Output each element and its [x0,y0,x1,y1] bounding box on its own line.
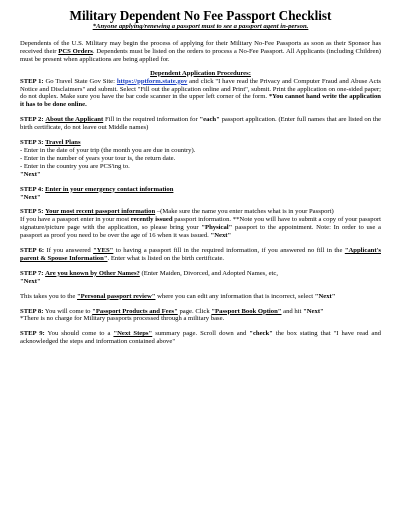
step-3-line: - Enter in the date of your trip (the month you are due in country). [20,146,196,154]
next-label: "Next" [314,292,336,300]
step-3-line: - Enter in the country you are PCS'ing to. [20,162,130,170]
next-label: "Next" [303,307,324,315]
review-paragraph: This takes you to the "Personal passport review" where you can edit any information that is incorrect, select "Next" [20,292,336,300]
page-title: Military Dependent No Fee Passport Checklist [69,8,332,23]
travel-state-gov-link[interactable]: https://pptform.state.gov [116,77,188,85]
handwrite-warning: *You cannot hand write the application it has to be done online. [20,93,381,109]
step-9: STEP 9: You should come to a "Next Steps" summary page. Scroll down and "check" the box stating that "I have read and acknowledged the steps and information contained above" [20,330,381,346]
step-7-heading: Are you known by Other Names? [45,269,140,277]
step-5: STEP 5: Your most recent passport information –(Make sure the name you enter matches what is in your Passport) If you have a passport enter in your most recently issued passport information. **Note you will have to submit a copy of your passport signature/picture page with the application, so please bring your "Physical" passport to the appointment. Note: In order to use a passport as proof you need to be over the age of 16 when it was issued. "Next" [20,208,382,240]
step-4: STEP 4: Enter in your emergency contact information "Next" [20,186,381,202]
step-3-line: - Enter in the number of years your tour is, the return date. [20,154,176,162]
next-label: "Next" [20,170,41,178]
step-6-heading: "Applicant's parent & Spouse Information" [20,247,381,262]
step-1: STEP 1: Go Travel State Gov Site: https://pptform.state.gov and click "I have read the Privacy and Computer Fraud and Abuse Acts Notice and Disclaimers" and submit. Select "Fill out the application online and Print", submit. Print the application on one-sided paper; do not duplex. Make sure you have the bar code scanner in the upper left corner of the form. *You cannot hand write the application it has to be done online. [20,77,381,109]
procedures-heading: Dependent Application Procedures: [150,69,251,77]
review-heading: "Personal passport review" [77,292,156,300]
step-5-heading: Your most recent passport information [45,208,156,216]
next-label: "Next" [210,232,232,240]
step-2-heading: About the Applicant [45,116,104,124]
step-8: STEP 8: You will come to "Passport Products and Fees" page. Click "Passport Book Option" and hit "Next" *There is no charge for Military passports processed through a military base. [20,308,381,324]
step-8-heading: "Passport Products and Fees" [92,307,178,315]
intro-paragraph: Dependents of the U.S. Military may begin the process of applying for their Military No-Fee Passports as soon as their Sponsor has received their PCS Orders. Dependents must be listed on the orders to process a No-Fee Passport. All Applicants (including Children) must be present when applications are being applied for. [20,40,381,63]
step-2: STEP 2: About the Applicant Fill in the required information for "each" passport application. (Enter full names that are listed on the birth certificate, do not leave out Middle names) [20,116,381,132]
pcs-orders-term: PCS Orders [58,47,93,55]
step-9-heading: "Next Steps" [113,330,153,338]
next-label: "Next" [20,277,41,285]
step-6: STEP 6: If you answered "YES" to having a passport fill in the required information, if you answered no fill in the "Applicant's parent & Spouse Information". Enter what is listed on the birth certificate. [20,247,381,262]
page-subtitle: *Anyone applying/renewing a passport must to see a passport agent in-person. [92,23,309,30]
step-7: STEP 7: Are you known by Other Names? (Enter Maiden, Divorced, and Adopted Names, etc, "Next" [20,270,381,286]
step-3-heading: Travel Plans [45,139,81,147]
no-charge-note: *There is no charge for Military passports processed through a military base. [20,315,225,323]
next-label: "Next" [20,193,41,201]
step-4-heading: Enter in your emergency contact information [45,185,174,193]
step-3: STEP 3: Travel Plans - Enter in the date of your trip (the month you are due in country). - Enter in the number of years your tour is, the return date. - Enter in the country you are PCS'ing to. "Next" [20,139,381,179]
